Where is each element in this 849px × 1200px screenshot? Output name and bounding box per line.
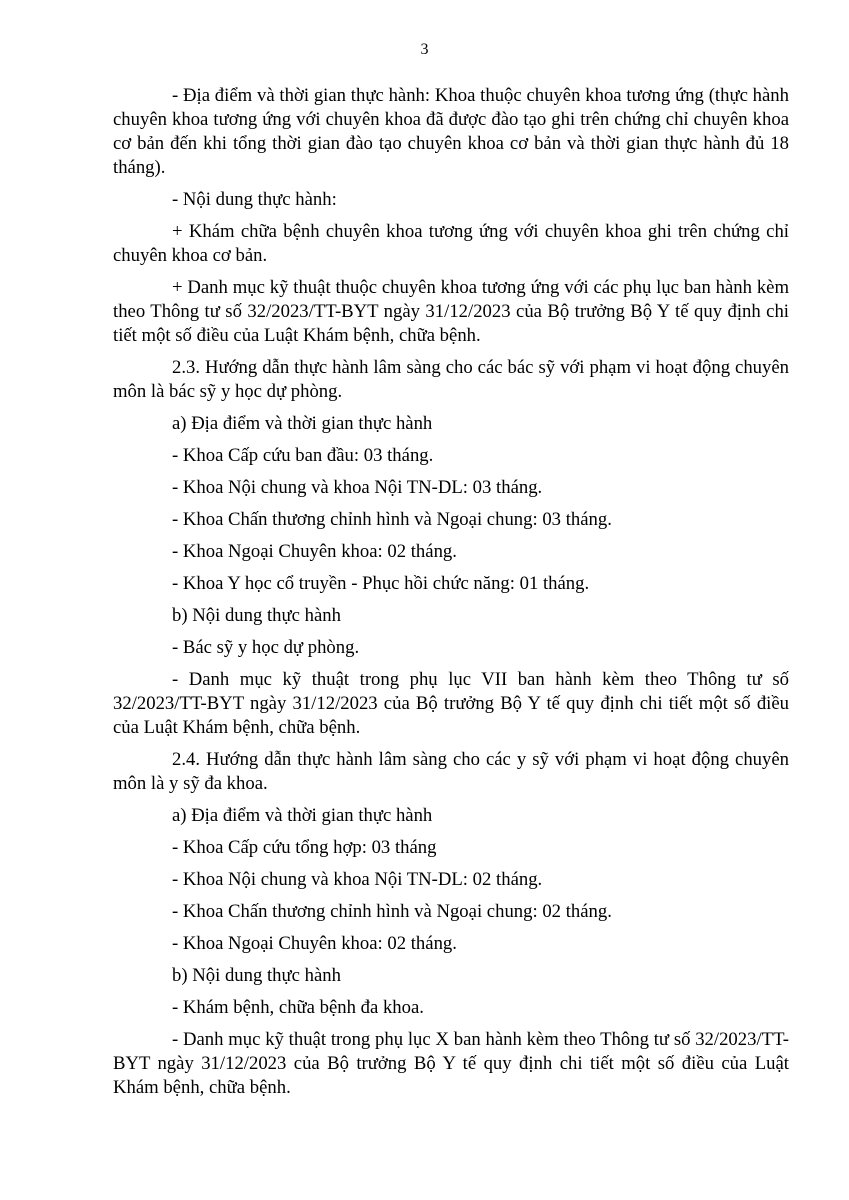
- list-item-orthopedics-surgery-2-4: - Khoa Chấn thương chỉnh hình và Ngoại chung: 02 tháng.: [172, 901, 612, 922]
- list-item-preventive-medicine: - Bác sỹ y học dự phòng.: [172, 637, 360, 658]
- list-item-internal-medicine-2-4: - Khoa Nội chung và khoa Nội TN-DL: 02 tháng.: [172, 869, 543, 890]
- paragraph-practice-location: - Địa điểm và thời gian thực hành: Khoa thuộc chuyên khoa tương ứng (thực hành chuyên khoa tương ứng với chuyên khoa đã được đào tạo ghi trên chứng chỉ chuyên khoa cơ bản đến khi tổng thời gian đào tạo chuyên khoa cơ bản và thời gian thực hành đủ 18 tháng).: [113, 85, 789, 178]
- section-heading-2-3: 2.3. Hướng dẫn thực hành lâm sàng cho các bác sỹ với phạm vi hoạt động chuyên môn là bác sỹ y học dự phòng.: [113, 357, 789, 402]
- paragraph-technique-list: + Danh mục kỹ thuật thuộc chuyên khoa tương ứng với các phụ lục ban hành kèm theo Thông tư số 32/2023/TT-BYT ngày 31/12/2023 của Bộ trưởng Bộ Y tế quy định chi tiết một số điều của Luật Khám bệnh, chữa bệnh.: [113, 277, 789, 346]
- subheading-location-time-2-4: a) Địa điểm và thời gian thực hành: [172, 805, 433, 826]
- paragraph-appendix-x: - Danh mục kỹ thuật trong phụ lục X ban hành kèm theo Thông tư số 32/2023/TT-BYT ngày 31/12/2023 của Bộ trưởng Bộ Y tế quy định chi tiết một số điều của Luật Khám bệnh, chữa bệnh.: [113, 1029, 789, 1098]
- list-item-specialized-surgery: - Khoa Ngoại Chuyên khoa: 02 tháng.: [172, 541, 457, 562]
- paragraph-appendix-vii: - Danh mục kỹ thuật trong phụ lục VII ban hành kèm theo Thông tư số 32/2023/TT-BYT ngày 31/12/2023 của Bộ trưởng Bộ Y tế quy định chi tiết một số điều của Luật Khám bệnh, chữa bệnh.: [113, 669, 789, 738]
- paragraph-specialty-examination: + Khám chữa bệnh chuyên khoa tương ứng với chuyên khoa ghi trên chứng chỉ chuyên khoa cơ bản.: [113, 221, 789, 266]
- subheading-location-time-2-3: a) Địa điểm và thời gian thực hành: [172, 413, 433, 434]
- list-item-internal-medicine: - Khoa Nội chung và khoa Nội TN-DL: 03 tháng.: [172, 477, 543, 498]
- list-item-specialized-surgery-2-4: - Khoa Ngoại Chuyên khoa: 02 tháng.: [172, 933, 457, 954]
- section-heading-2-4: 2.4. Hướng dẫn thực hành lâm sàng cho các y sỹ với phạm vi hoạt động chuyên môn là y sỹ đa khoa.: [113, 749, 789, 794]
- paragraph-practice-content-heading: - Nội dung thực hành:: [172, 189, 337, 210]
- list-item-orthopedics-surgery: - Khoa Chấn thương chỉnh hình và Ngoại chung: 03 tháng.: [172, 509, 612, 530]
- page-number: 3: [420, 41, 429, 58]
- list-item-emergency-general: - Khoa Cấp cứu tổng hợp: 03 tháng: [172, 837, 437, 858]
- subheading-content-2-3: b) Nội dung thực hành: [172, 605, 341, 626]
- list-item-emergency-initial: - Khoa Cấp cứu ban đầu: 03 tháng.: [172, 445, 434, 466]
- list-item-general-examination: - Khám bệnh, chữa bệnh đa khoa.: [172, 997, 424, 1018]
- subheading-content-2-4: b) Nội dung thực hành: [172, 965, 341, 986]
- list-item-traditional-medicine: - Khoa Y học cổ truyền - Phục hồi chức năng: 01 tháng.: [172, 573, 590, 594]
- document-body: [113, 84, 789, 1108]
